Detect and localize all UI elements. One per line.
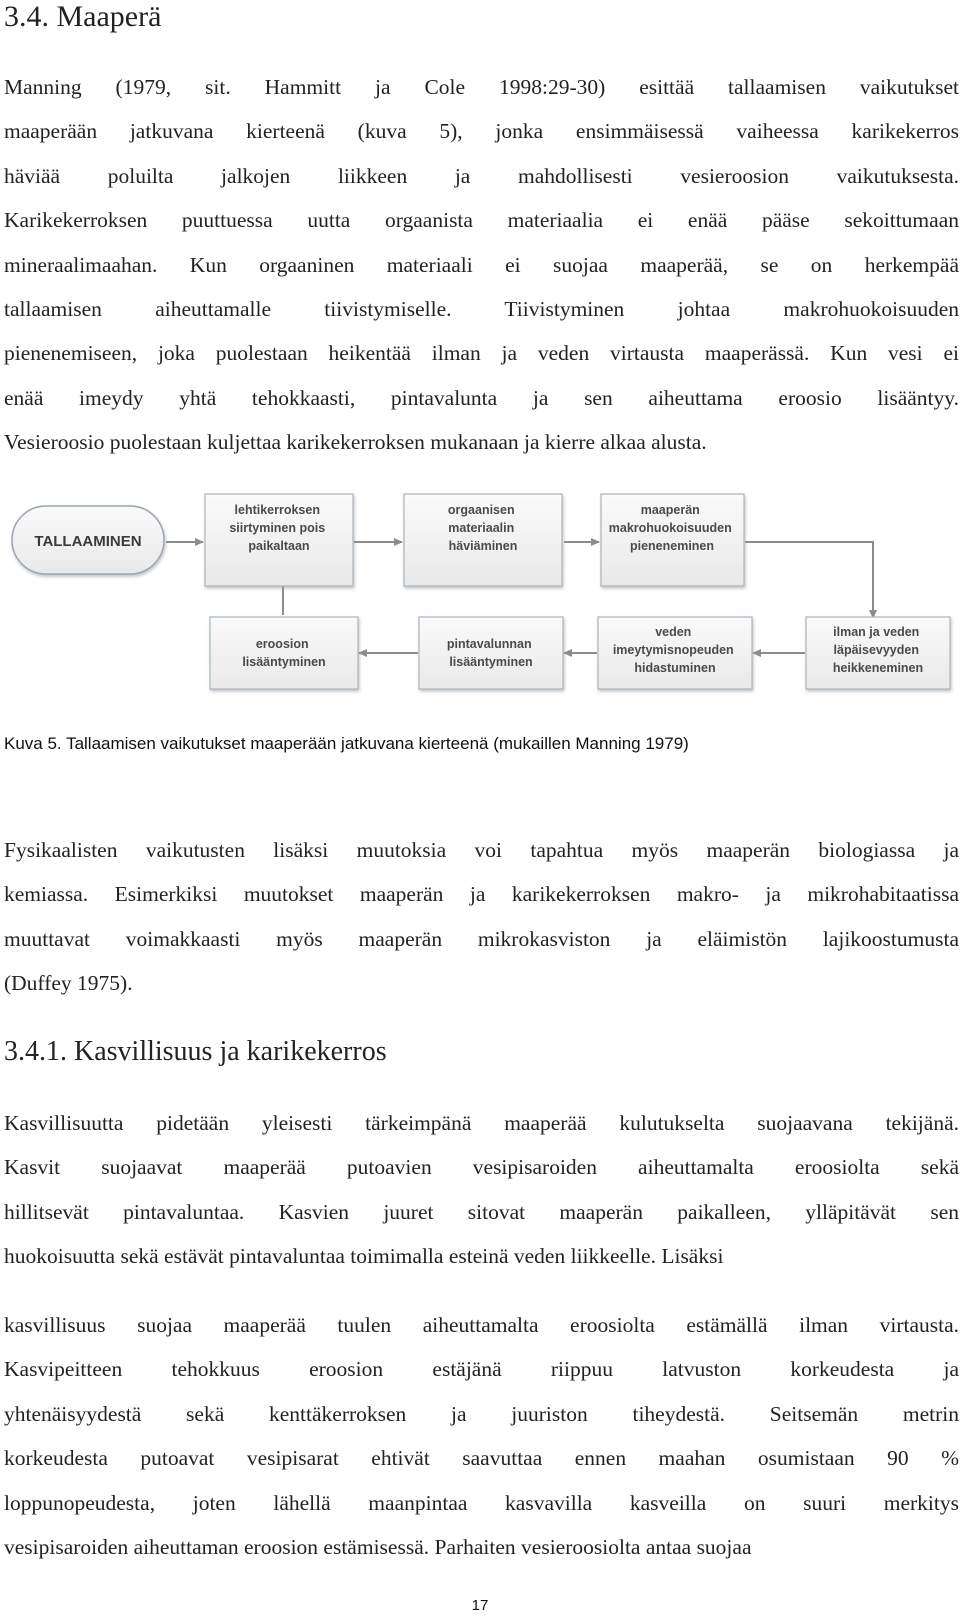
node-4-line: läpäisevyyden xyxy=(833,643,919,657)
diagram-node-2 xyxy=(404,494,562,586)
node-1-line: lehtikerroksen xyxy=(234,503,320,517)
node-3-line: pieneneminen xyxy=(629,539,715,553)
figure-caption: Kuva 5. Tallaamisen vaikutukset maaperään jatkuvana kierteenä (mukaillen Manning 1979) xyxy=(4,734,689,753)
text-line: mineraalimaahan. Kun orgaaninen materiaali ei suojaa maaperää, se on herkempää xyxy=(4,252,959,277)
node-1-line: siirtyminen pois xyxy=(229,521,326,535)
node-7-line: eroosion xyxy=(255,637,309,651)
paragraph-1 xyxy=(4,65,959,465)
text-line: (Duffey 1975). xyxy=(4,971,133,996)
section-title: 3.4. Maaperä xyxy=(4,0,162,33)
subsection-title: 3.4.1. Kasvillisuus ja karikekerros xyxy=(4,1036,387,1067)
text-line: enää imeydy yhtä tehokkaasti, pintavalunta ja sen aiheuttama eroosio lisääntyy. xyxy=(4,385,959,410)
text-line: Fysikaalisten vaikutusten lisäksi muutoksia voi tapahtua myös maaperän biologiassa ja xyxy=(4,838,959,862)
node-5-line: imeytymisnopeuden xyxy=(612,643,734,657)
text-line: loppunopeudesta, joten lähellä maanpintaa kasvavilla kasveilla on suuri merkitys xyxy=(4,1490,959,1515)
node-3-line: makrohuokoisuuden xyxy=(608,521,732,535)
diagram-node-1 xyxy=(205,494,353,586)
svg-text:orgaanisen materiaalin xyxy=(448,503,518,553)
diagram-node-6 xyxy=(419,617,563,689)
text-line: Manning (1979, sit. Hammitt ja Cole 1998:29-30) esittää tallaamisen vaikutukset xyxy=(4,75,959,99)
trampling-cycle-diagram xyxy=(0,490,960,710)
text-line: tallaamisen aiheuttamalle tiivistymiselle. Tiivistyminen johtaa makrohuokoisuuden xyxy=(4,296,959,321)
paragraph-4 xyxy=(4,1303,959,1569)
text-line: maaperään jatkuvana kierteenä (kuva 5), jonka ensimmäisessä vaiheessa karikekerros xyxy=(4,119,959,144)
page-number: 17 xyxy=(471,1597,489,1614)
text-line: vesipisaroiden aiheuttaman eroosion estämisessä. Parhaiten vesieroosiolta antaa suojaa xyxy=(4,1534,752,1559)
text-line: kasvillisuus suojaa maaperää tuulen aiheuttamalta eroosiolta estämällä ilman virtausta. xyxy=(4,1313,959,1337)
node-7-line: lisääntyminen xyxy=(242,655,326,669)
arrow-3-to-4 xyxy=(745,542,873,618)
diagram-start-node xyxy=(12,506,164,574)
text-line: häviää poluilta jalkojen liikkeen ja mahdollisesti vesieroosion vaikutuksesta. xyxy=(4,163,959,188)
diagram-node-5 xyxy=(598,617,752,689)
text-line: korkeudesta putoavat vesipisarat ehtivät saavuttaa ennen maahan osumistaan 90 % xyxy=(4,1446,959,1471)
text-line: pienenemiseen, joka puolestaan heikentää ilman ja veden virtausta maaperässä. Kun vesi ei xyxy=(4,341,959,366)
node-5-line: veden xyxy=(655,625,692,639)
text-line: Kasvillisuutta pidetään yleisesti tärkeimpänä maaperää kulutukselta suojaavana tekijänä. xyxy=(4,1111,959,1135)
diagram-node-3 xyxy=(601,494,744,586)
paragraph-2 xyxy=(4,828,959,1006)
text-line: Kasvipeitteen tehokkuus eroosion estäjänä riippuu latvuston korkeudesta ja xyxy=(4,1357,959,1382)
node-1-line: paikaltaan xyxy=(248,539,310,553)
text-line: muuttavat voimakkaasti myös maaperän mikrokasviston ja eläimistön lajikoostumusta xyxy=(4,926,959,951)
node-2-line: häviäminen xyxy=(448,539,518,553)
text-line: Kasvit suojaavat maaperää putoavien vesipisaroiden aiheuttamalta eroosiolta sekä xyxy=(4,1155,959,1180)
text-line: hillitsevät pintavaluntaa. Kasvien juuret sitovat maaperän paikalleen, ylläpitävät sen xyxy=(4,1199,959,1224)
node-6-line: pintavalunnan xyxy=(446,637,532,651)
start-label: TALLAAMINEN xyxy=(34,533,142,550)
node-4-line: ilman ja veden xyxy=(833,625,920,639)
node-2-line: materiaalin xyxy=(448,521,515,535)
node-2-line: orgaanisen xyxy=(447,503,515,517)
node-3-line: maaperän xyxy=(640,503,700,517)
text-line: Karikekerroksen puuttuessa uutta orgaanista materiaalia ei enää pääse sekoittumaan xyxy=(4,208,959,233)
diagram-node-4 xyxy=(806,617,950,689)
text-line: yhtenäisyydestä sekä kenttäkerroksen ja juuriston tiheydestä. Seitsemän metrin xyxy=(4,1401,959,1426)
text-line: kemiassa. Esimerkiksi muutokset maaperän ja karikekerroksen makro- ja mikrohabitaatissa xyxy=(4,882,959,907)
node-5-line: hidastuminen xyxy=(634,661,716,675)
diagram-node-7 xyxy=(210,617,358,689)
paragraph-3 xyxy=(4,1101,959,1279)
svg-text:ilman ja veden läpäise xyxy=(833,625,923,675)
text-line: huokoisuutta sekä estävät pintavaluntaa toimimalla esteinä veden liikkeelle. Lisäksi xyxy=(4,1244,724,1269)
node-6-line: lisääntyminen xyxy=(449,655,533,669)
text-line: Vesieroosio puolestaan kuljettaa karikekerroksen mukanaan ja kierre alkaa alusta. xyxy=(4,430,707,455)
node-4-line: heikkeneminen xyxy=(832,661,924,675)
